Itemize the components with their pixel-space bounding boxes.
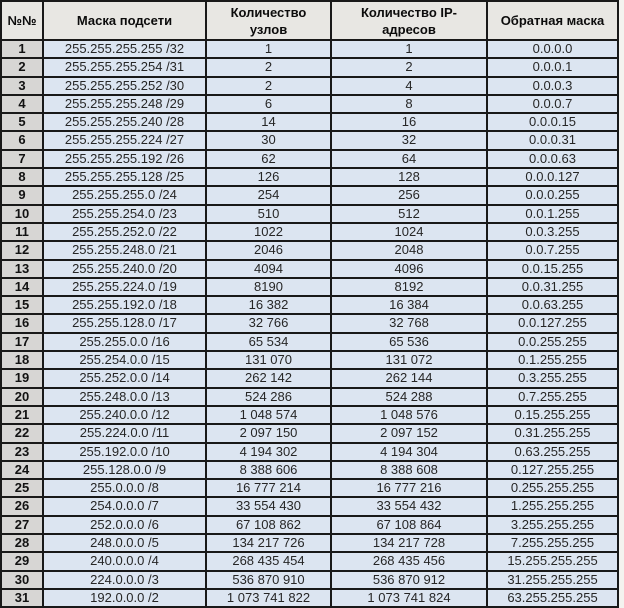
header-host-count-label-line2: узлов: [249, 21, 288, 37]
cell-subnet-mask: 254.0.0.0 /7: [43, 497, 206, 515]
cell-subnet-mask: 248.0.0.0 /5: [43, 534, 206, 552]
table-row: [1, 534, 618, 552]
cell-row-number: 23: [1, 443, 43, 461]
table-body: [1, 40, 618, 607]
cell-ip-count: 8: [331, 95, 487, 113]
table-row: [1, 150, 618, 168]
cell-wildcard-mask: 63.255.255.255: [487, 589, 618, 607]
cell-ip-count: 2048: [331, 241, 487, 259]
header-host-count-label-line1: Количество: [230, 4, 307, 20]
table-row: [1, 40, 618, 58]
cell-subnet-mask: 255.255.252.0 /22: [43, 223, 206, 241]
table-row: [1, 589, 618, 607]
cell-host-count: 1 048 574: [206, 406, 331, 424]
cell-subnet-mask: 255.255.255.192 /26: [43, 150, 206, 168]
cell-row-number: 30: [1, 571, 43, 589]
cell-subnet-mask: 224.0.0.0 /3: [43, 571, 206, 589]
cell-ip-count: 512: [331, 205, 487, 223]
cell-subnet-mask: 255.255.255.240 /28: [43, 113, 206, 131]
cell-host-count: 14: [206, 113, 331, 131]
cell-host-count: 1 073 741 822: [206, 589, 331, 607]
cell-wildcard-mask: 0.0.15.255: [487, 260, 618, 278]
header-subnet-mask-label: Маска подсети: [76, 13, 173, 28]
cell-wildcard-mask: 0.0.0.127: [487, 168, 618, 186]
cell-row-number: 8: [1, 168, 43, 186]
cell-row-number: 2: [1, 58, 43, 76]
cell-row-number: 18: [1, 351, 43, 369]
cell-host-count: 536 870 910: [206, 571, 331, 589]
cell-ip-count: 32: [331, 131, 487, 149]
cell-subnet-mask: 255.255.248.0 /21: [43, 241, 206, 259]
cell-wildcard-mask: 1.255.255.255: [487, 497, 618, 515]
cell-host-count: 30: [206, 131, 331, 149]
table-row: [1, 314, 618, 332]
cell-ip-count: 64: [331, 150, 487, 168]
cell-wildcard-mask: 0.0.0.7: [487, 95, 618, 113]
table-row: [1, 131, 618, 149]
table-row: [1, 241, 618, 259]
cell-wildcard-mask: 0.0.0.15: [487, 113, 618, 131]
cell-wildcard-mask: 0.15.255.255: [487, 406, 618, 424]
cell-host-count: 62: [206, 150, 331, 168]
table-row: [1, 369, 618, 387]
table-row: [1, 479, 618, 497]
table-row: [1, 205, 618, 223]
cell-subnet-mask: 255.248.0.0 /13: [43, 388, 206, 406]
cell-host-count: 16 777 214: [206, 479, 331, 497]
cell-row-number: 4: [1, 95, 43, 113]
cell-wildcard-mask: 0.0.1.255: [487, 205, 618, 223]
cell-ip-count: 2 097 152: [331, 424, 487, 442]
cell-wildcard-mask: 0.0.0.0: [487, 40, 618, 58]
cell-ip-count: 4096: [331, 260, 487, 278]
header-ip-count-label-line1: Количество IP-: [361, 4, 457, 20]
cell-host-count: 16 382: [206, 296, 331, 314]
cell-wildcard-mask: 0.7.255.255: [487, 388, 618, 406]
cell-host-count: 8 388 606: [206, 461, 331, 479]
header-subnet-mask: [43, 1, 206, 40]
cell-host-count: 268 435 454: [206, 552, 331, 570]
cell-row-number: 13: [1, 260, 43, 278]
cell-subnet-mask: 192.0.0.0 /2: [43, 589, 206, 607]
cell-subnet-mask: 240.0.0.0 /4: [43, 552, 206, 570]
cell-host-count: 510: [206, 205, 331, 223]
cell-ip-count: 8192: [331, 278, 487, 296]
cell-ip-count: 16 384: [331, 296, 487, 314]
cell-wildcard-mask: 0.0.0.1: [487, 58, 618, 76]
cell-host-count: 33 554 430: [206, 497, 331, 515]
table-row: [1, 95, 618, 113]
cell-row-number: 29: [1, 552, 43, 570]
cell-subnet-mask: 255.255.255.128 /25: [43, 168, 206, 186]
table-row: [1, 168, 618, 186]
cell-subnet-mask: 255.255.255.252 /30: [43, 77, 206, 95]
cell-ip-count: 4: [331, 77, 487, 95]
cell-row-number: 6: [1, 131, 43, 149]
header-ip-count: [331, 1, 487, 40]
cell-subnet-mask: 255.255.255.224 /27: [43, 131, 206, 149]
table-row: [1, 552, 618, 570]
cell-ip-count: 4 194 304: [331, 443, 487, 461]
table-row: [1, 516, 618, 534]
cell-wildcard-mask: 0.1.255.255: [487, 351, 618, 369]
table-row: [1, 113, 618, 131]
table-row: [1, 388, 618, 406]
cell-ip-count: 524 288: [331, 388, 487, 406]
table-row: [1, 58, 618, 76]
cell-row-number: 15: [1, 296, 43, 314]
cell-subnet-mask: 255.255.240.0 /20: [43, 260, 206, 278]
cell-wildcard-mask: 0.127.255.255: [487, 461, 618, 479]
cell-row-number: 21: [1, 406, 43, 424]
cell-row-number: 7: [1, 150, 43, 168]
cell-ip-count: 2: [331, 58, 487, 76]
cell-subnet-mask: 255.255.255.0 /24: [43, 186, 206, 204]
cell-row-number: 1: [1, 40, 43, 58]
table-row: [1, 443, 618, 461]
table-row: [1, 296, 618, 314]
cell-ip-count: 256: [331, 186, 487, 204]
cell-wildcard-mask: 0.0.0.255: [487, 186, 618, 204]
cell-subnet-mask: 255.255.0.0 /16: [43, 333, 206, 351]
cell-host-count: 2046: [206, 241, 331, 259]
header-row: [1, 1, 618, 40]
cell-ip-count: 1024: [331, 223, 487, 241]
cell-subnet-mask: 255.255.255.254 /31: [43, 58, 206, 76]
cell-subnet-mask: 255.224.0.0 /11: [43, 424, 206, 442]
cell-ip-count: 1: [331, 40, 487, 58]
cell-host-count: 524 286: [206, 388, 331, 406]
cell-wildcard-mask: 0.0.127.255: [487, 314, 618, 332]
cell-subnet-mask: 255.128.0.0 /9: [43, 461, 206, 479]
cell-subnet-mask: 255.0.0.0 /8: [43, 479, 206, 497]
cell-subnet-mask: 255.255.255.248 /29: [43, 95, 206, 113]
header-wildcard-mask-label: Обратная маска: [500, 13, 605, 28]
cell-wildcard-mask: 0.0.0.3: [487, 77, 618, 95]
header-host-count: [206, 1, 331, 40]
cell-wildcard-mask: 7.255.255.255: [487, 534, 618, 552]
cell-row-number: 25: [1, 479, 43, 497]
cell-wildcard-mask: 3.255.255.255: [487, 516, 618, 534]
cell-ip-count: 16 777 216: [331, 479, 487, 497]
header-ip-count-label-line2: адресов: [382, 21, 436, 37]
cell-host-count: 2 097 150: [206, 424, 331, 442]
cell-host-count: 2: [206, 58, 331, 76]
cell-ip-count: 67 108 864: [331, 516, 487, 534]
cell-host-count: 1: [206, 40, 331, 58]
cell-subnet-mask: 255.192.0.0 /10: [43, 443, 206, 461]
cell-host-count: 254: [206, 186, 331, 204]
cell-ip-count: 8 388 608: [331, 461, 487, 479]
cell-host-count: 1022: [206, 223, 331, 241]
cell-wildcard-mask: 0.0.3.255: [487, 223, 618, 241]
cell-host-count: 4 194 302: [206, 443, 331, 461]
header-number: [1, 1, 43, 40]
cell-subnet-mask: 252.0.0.0 /6: [43, 516, 206, 534]
cell-subnet-mask: 255.252.0.0 /14: [43, 369, 206, 387]
cell-subnet-mask: 255.255.192.0 /18: [43, 296, 206, 314]
cell-wildcard-mask: 0.0.255.255: [487, 333, 618, 351]
cell-host-count: 65 534: [206, 333, 331, 351]
cell-host-count: 4094: [206, 260, 331, 278]
cell-host-count: 134 217 726: [206, 534, 331, 552]
cell-row-number: 11: [1, 223, 43, 241]
cell-wildcard-mask: 0.0.0.31: [487, 131, 618, 149]
table-row: [1, 333, 618, 351]
table-row: [1, 351, 618, 369]
cell-row-number: 10: [1, 205, 43, 223]
table-row: [1, 406, 618, 424]
cell-ip-count: 1 048 576: [331, 406, 487, 424]
table-row: [1, 461, 618, 479]
cell-row-number: 28: [1, 534, 43, 552]
cell-ip-count: 262 144: [331, 369, 487, 387]
cell-host-count: 2: [206, 77, 331, 95]
cell-row-number: 9: [1, 186, 43, 204]
cell-host-count: 262 142: [206, 369, 331, 387]
cell-ip-count: 131 072: [331, 351, 487, 369]
cell-row-number: 26: [1, 497, 43, 515]
cell-host-count: 67 108 862: [206, 516, 331, 534]
table-row: [1, 424, 618, 442]
cell-ip-count: 32 768: [331, 314, 487, 332]
cell-wildcard-mask: 0.0.0.63: [487, 150, 618, 168]
cell-ip-count: 33 554 432: [331, 497, 487, 515]
cell-wildcard-mask: 0.255.255.255: [487, 479, 618, 497]
cell-wildcard-mask: 15.255.255.255: [487, 552, 618, 570]
cell-row-number: 17: [1, 333, 43, 351]
cell-row-number: 22: [1, 424, 43, 442]
cell-wildcard-mask: 31.255.255.255: [487, 571, 618, 589]
header-wildcard-mask: [487, 1, 618, 40]
table-row: [1, 77, 618, 95]
cell-wildcard-mask: 0.0.63.255: [487, 296, 618, 314]
table-row: [1, 278, 618, 296]
cell-ip-count: 16: [331, 113, 487, 131]
cell-ip-count: 268 435 456: [331, 552, 487, 570]
cell-ip-count: 134 217 728: [331, 534, 487, 552]
cell-ip-count: 65 536: [331, 333, 487, 351]
cell-subnet-mask: 255.255.254.0 /23: [43, 205, 206, 223]
cell-subnet-mask: 255.255.128.0 /17: [43, 314, 206, 332]
cell-row-number: 5: [1, 113, 43, 131]
cell-subnet-mask: 255.254.0.0 /15: [43, 351, 206, 369]
cell-row-number: 3: [1, 77, 43, 95]
cell-host-count: 8190: [206, 278, 331, 296]
cell-host-count: 6: [206, 95, 331, 113]
cell-host-count: 126: [206, 168, 331, 186]
cell-row-number: 20: [1, 388, 43, 406]
cell-row-number: 14: [1, 278, 43, 296]
cell-wildcard-mask: 0.0.31.255: [487, 278, 618, 296]
cell-row-number: 16: [1, 314, 43, 332]
cell-subnet-mask: 255.240.0.0 /12: [43, 406, 206, 424]
cell-wildcard-mask: 0.31.255.255: [487, 424, 618, 442]
cell-wildcard-mask: 0.0.7.255: [487, 241, 618, 259]
table-row: [1, 571, 618, 589]
cell-ip-count: 1 073 741 824: [331, 589, 487, 607]
cell-ip-count: 536 870 912: [331, 571, 487, 589]
cell-row-number: 24: [1, 461, 43, 479]
cell-wildcard-mask: 0.3.255.255: [487, 369, 618, 387]
cell-row-number: 27: [1, 516, 43, 534]
table-row: [1, 260, 618, 278]
cell-row-number: 31: [1, 589, 43, 607]
cell-wildcard-mask: 0.63.255.255: [487, 443, 618, 461]
table-row: [1, 186, 618, 204]
cell-subnet-mask: 255.255.224.0 /19: [43, 278, 206, 296]
table-row: [1, 497, 618, 515]
cell-host-count: 32 766: [206, 314, 331, 332]
cell-row-number: 12: [1, 241, 43, 259]
table-row: [1, 223, 618, 241]
cell-row-number: 19: [1, 369, 43, 387]
cell-host-count: 131 070: [206, 351, 331, 369]
cell-subnet-mask: 255.255.255.255 /32: [43, 40, 206, 58]
header-number-label: №№: [7, 13, 37, 28]
cell-ip-count: 128: [331, 168, 487, 186]
